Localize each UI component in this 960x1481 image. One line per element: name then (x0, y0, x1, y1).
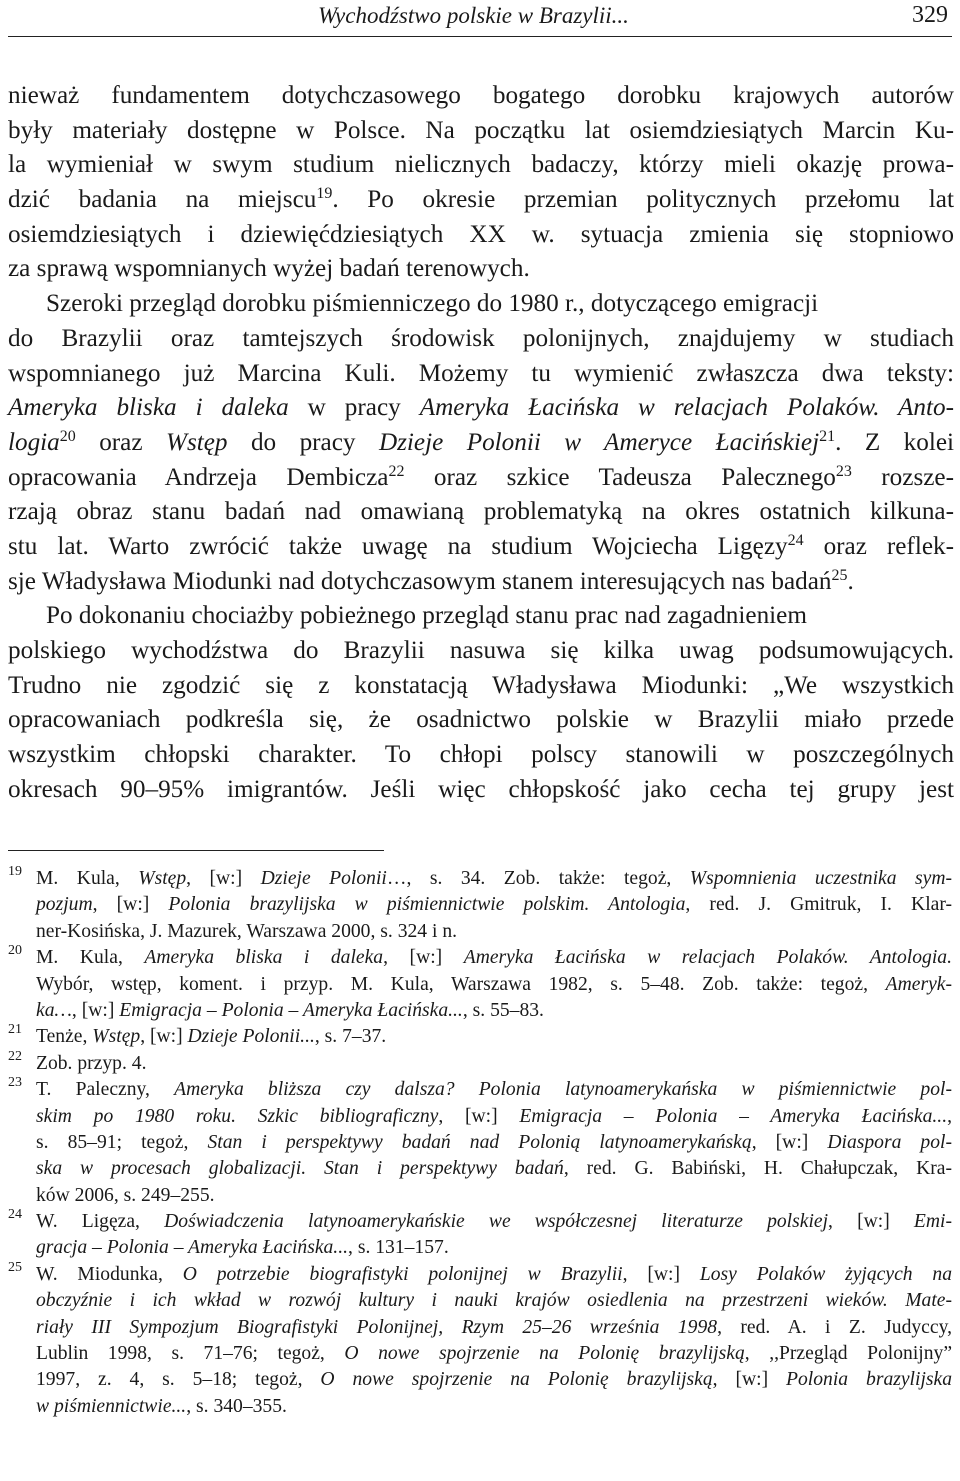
italic-text: riały III Sympozjum Biografistyki Polonijnej, Rzym 25–26 września 1998 (36, 1316, 718, 1338)
footnote-line (36, 866, 952, 892)
italic-text: Ameryka bliska i daleka (8, 394, 289, 422)
text-line (8, 252, 954, 287)
text-line (8, 669, 954, 704)
footnote-line (36, 1315, 952, 1341)
running-header (8, 0, 952, 37)
text-line (8, 287, 954, 322)
italic-text: O nowe spojrzenie na Polonię brazylijską (344, 1343, 745, 1365)
italic-text: Polonia brazylijska (786, 1369, 953, 1391)
text-line (8, 773, 954, 808)
italic-text: Stan i perspektywy badań nad Polonią latynoamerykańską (207, 1131, 752, 1153)
text-run: , s. 7–37. (314, 1026, 387, 1048)
footnote-ref: 25 (831, 566, 848, 584)
text-run: . (847, 567, 854, 595)
text-run: nieważ fundamentem dotychczasowego bogatego dorobku krajowych autorów (8, 82, 954, 109)
text-run: rozsze- (851, 463, 954, 491)
text-run: , (947, 1105, 952, 1127)
text-run: sje Władysława Miodunki nad dotychczasowym stanem interesujących nas badań (8, 567, 832, 595)
footnote (0, 866, 952, 945)
italic-text: Ameryka bliższa czy dalsza? Polonia latynoamerykańska w piśmiennictwie pol- (174, 1079, 952, 1101)
italic-text: w piśmiennictwie... (36, 1395, 187, 1417)
text-run: …, s. 34. Zob. także: tegoż, (386, 868, 690, 889)
text-run: , [w:] (92, 894, 169, 916)
text-line (8, 183, 954, 218)
footnote-number: 25 (8, 1259, 22, 1275)
footnote-line (36, 1235, 952, 1261)
footnote-line (36, 1130, 952, 1156)
footnote-separator (8, 850, 384, 851)
text-run: Tenże, (36, 1026, 93, 1048)
text-run: Lublin 1998, s. 71–76; tegoż, (36, 1343, 345, 1365)
text-line (8, 322, 954, 357)
body-text (8, 79, 954, 807)
text-run: oraz (75, 428, 166, 456)
italic-text: Ameryka Łacińska w relacjach Polaków. Antologia. (463, 947, 952, 969)
text-run: , s. 55–83. (462, 999, 544, 1021)
footnote-ref: 20 (59, 427, 76, 445)
italic-text: Wstęp (165, 428, 228, 456)
footnote-number: 21 (8, 1022, 22, 1038)
text-run: wszystkim chłopski charakter. To chłopi polscy stanowili w poszczególnych (8, 741, 954, 769)
text-line (8, 530, 954, 565)
footnote-ref: 21 (819, 427, 836, 445)
text-line (8, 703, 954, 738)
footnote-line (36, 1104, 952, 1130)
footnote-line (36, 1051, 952, 1077)
text-run: ków 2006, s. 249–255. (36, 1184, 215, 1206)
footnote-ref: 23 (835, 462, 852, 480)
text-run: oraz reflek- (803, 532, 954, 560)
footnote-line (36, 1156, 952, 1182)
footnote (0, 1024, 952, 1050)
text-run: do Brazylii oraz tamtejszych środowisk polonijnych, znajdujemy w studiach (8, 324, 954, 352)
footnote-number: 20 (8, 943, 22, 959)
text-run: Po dokonaniu chociażby pobieżnego przegląd stanu prac nad zagadnieniem (46, 602, 807, 630)
text-run: dzić badania na miejscu (8, 186, 317, 214)
italic-text: Losy Polaków żyjących na (699, 1263, 952, 1285)
text-run: 1997, z. 4, s. 5–18; tegoż, (36, 1369, 321, 1391)
footnote-ref: 22 (388, 462, 405, 480)
text-run: , [w:] (622, 1263, 700, 1285)
text-line (8, 357, 954, 392)
italic-text: Doświadczenia latynoamerykańskie we współczesnej literaturze polskiej (164, 1211, 829, 1233)
text-run: W. Ligęza, (36, 1211, 165, 1233)
text-run: Zob. przyp. 4. (36, 1052, 147, 1074)
footnote-line (36, 1341, 952, 1367)
text-run: opracowania Andrzeja Dembicza (8, 463, 389, 491)
italic-text: Ameryk- (885, 973, 952, 995)
footnote-number: 24 (8, 1207, 22, 1223)
footnote-line (36, 1288, 952, 1314)
text-run: , [w:] (140, 1026, 188, 1048)
text-line (8, 79, 954, 114)
text-run: s. 85–91; tegoż, (36, 1131, 208, 1153)
italic-text: Wstęp (92, 1026, 141, 1048)
footnote-line (36, 1024, 952, 1050)
text-run: , ,,Przegląd Polonijny” (744, 1343, 953, 1365)
italic-text: Wspomnienia uczestnika sym- (689, 868, 952, 889)
italic-text: ka… (36, 999, 72, 1021)
footnote-ref: 19 (316, 185, 333, 203)
text-run: , [w:] (71, 999, 120, 1021)
text-run: stu lat. Warto zwrócić także uwagę na studium Wojciecha Ligęzy (8, 532, 788, 560)
text-run: , s. 340–355. (186, 1395, 287, 1417)
italic-text: Emigracja – Polonia – Ameryka Łacińska... (519, 1105, 948, 1127)
footnote-line (36, 919, 952, 945)
footnotes (0, 866, 952, 1420)
footnote-line (36, 892, 952, 918)
text-run: polskiego wychodźstwa do Brazylii nasuwa się kilka uwag podsumowujących. (8, 637, 954, 664)
footnote-line (36, 1183, 952, 1209)
text-run: do pracy (227, 428, 379, 456)
italic-text: logia (8, 428, 60, 456)
footnote-line (36, 1262, 952, 1288)
text-run: osiemdziesiątych i dziewięćdziesiątych XX w. sytuacja zmienia się stopniowo (8, 220, 954, 248)
footnote (0, 1259, 953, 1420)
footnote-line (36, 972, 952, 998)
italic-text: skim po 1980 roku. Szkic bibliograficzny (36, 1105, 439, 1127)
text-run: . Po okresie przemian politycznych przełomu lat (332, 186, 954, 214)
text-run: za sprawą wspomnianych wyżej badań terenowych. (8, 255, 530, 283)
italic-text: gracja – Polonia – Ameryka Łacińska... (36, 1237, 349, 1259)
text-run: okresach 90–95% imigrantów. Jeśli więc chłopskość jako cecha tej grupy jest (8, 775, 954, 803)
italic-text: obczyźnie i ich wkład w rozwój kultury i nauki krajów osiedlenia na przestrzeni wieków. Mate- (36, 1290, 952, 1312)
text-run: w pracy (288, 394, 420, 422)
footnote (0, 1048, 952, 1077)
italic-text: Emigracja – Polonia – Ameryka Łacińska... (119, 999, 463, 1021)
text-run: , [w:] (712, 1369, 787, 1391)
footnote-line (36, 998, 952, 1024)
text-run: wspomnianego już Marcina Kuli. Możemy tu wymienić zwłaszcza dwa teksty: (8, 359, 954, 387)
page-number: 329 (912, 2, 948, 28)
text-run: , [w:] (383, 947, 464, 969)
footnote (0, 945, 952, 1024)
text-run: Szeroki przegląd dorobku piśmienniczego do 1980 r., dotyczącego emigracji (46, 290, 819, 318)
footnote (0, 1077, 952, 1209)
text-run: Wybór, wstęp, koment. i przyp. M. Kula, Warszawa 1982, s. 5–48. Zob. także: tegoż, (36, 973, 886, 995)
text-line (8, 218, 954, 253)
text-run: W. Miodunka, (36, 1263, 183, 1285)
italic-text: ska w procesach globalizacji. Stan i perspektywy badań (36, 1158, 564, 1180)
italic-text: Ameryka bliska i daleka (144, 947, 384, 969)
footnote-line (36, 1077, 952, 1103)
footnote-number: 22 (8, 1048, 22, 1064)
text-line (8, 114, 954, 149)
footnote-line (36, 1367, 952, 1393)
text-run: opracowaniach podkreśla się, że osadnictwo polskie w Brazylii miało przede (8, 706, 954, 734)
text-run: , [w:] (828, 1211, 914, 1233)
text-run: Trudno nie zgodzić się z konstatacją Władysława Miodunki: „We wszystkich (8, 671, 954, 699)
text-line (8, 495, 954, 530)
italic-text: Dzieje Polonii w Ameryce Łacińskiej (378, 428, 820, 456)
footnote (0, 1209, 952, 1262)
text-run: M. Kula, (36, 947, 145, 969)
italic-text: Polonia brazylijska w piśmiennictwie polskim. Antologia (168, 894, 686, 916)
footnote-number: 19 (8, 864, 22, 879)
footnote-ref: 24 (787, 531, 804, 549)
italic-text: O nowe spojrzenie na Polonię brazylijską (320, 1369, 713, 1391)
italic-text: pozjum (36, 894, 93, 916)
text-line (8, 738, 954, 773)
text-run: , [w:] (186, 868, 261, 889)
text-run: , [w:] (751, 1131, 828, 1153)
text-run: , red. G. Babiński, H. Chałupczak, Kra- (563, 1158, 952, 1180)
text-run: rzają obraz stanu badań nad omawianą problematyką na okres ostatnich kilkuna- (8, 498, 954, 526)
text-run: , red. J. Gmitruk, I. Klar- (685, 894, 953, 916)
italic-text: Dzieje Polonii (260, 868, 387, 889)
text-run: , s. 131–157. (348, 1237, 449, 1259)
text-line (8, 391, 954, 426)
text-run: T. Paleczny, (36, 1079, 175, 1101)
footnote-number: 23 (8, 1075, 22, 1091)
text-line (8, 426, 954, 461)
italic-text: O potrzebie biografistyki polonijnej w Brazylii (182, 1263, 623, 1285)
text-run: la wymieniał w swym studium nielicznych badaczy, którzy mieli okazję prowa- (8, 151, 954, 179)
footnote-line (36, 1394, 952, 1420)
italic-text: Emi- (913, 1211, 952, 1233)
italic-text: Wstęp (138, 868, 187, 889)
text-line (8, 599, 954, 634)
text-line (8, 634, 954, 669)
text-run: M. Kula, (36, 868, 139, 889)
footnote-line (36, 945, 952, 971)
text-run: ner-Kosińska, J. Mazurek, Warszawa 2000, s. 324 i n. (36, 920, 458, 942)
text-run: były materiały dostępne w Polsce. Na początku lat osiemdziesiątych Marcin Ku- (8, 116, 954, 144)
text-run: . Z kolei (835, 428, 955, 456)
footnote-line (36, 1209, 952, 1235)
running-title: Wychodźstwo polskie w Brazylii... (318, 3, 629, 28)
text-line (8, 148, 954, 183)
text-run: oraz szkice Tadeusza Palecznego (404, 463, 836, 491)
italic-text: Diaspora pol- (827, 1131, 952, 1153)
text-run: , [w:] (438, 1105, 520, 1127)
italic-text: Dzieje Polonii... (187, 1026, 315, 1048)
text-line (8, 565, 954, 600)
text-line (8, 461, 954, 496)
italic-text: Ameryka Łacińska w relacjach Polaków. Anto- (419, 394, 954, 422)
text-run: , red. A. i Z. Judyccy, (717, 1316, 953, 1338)
